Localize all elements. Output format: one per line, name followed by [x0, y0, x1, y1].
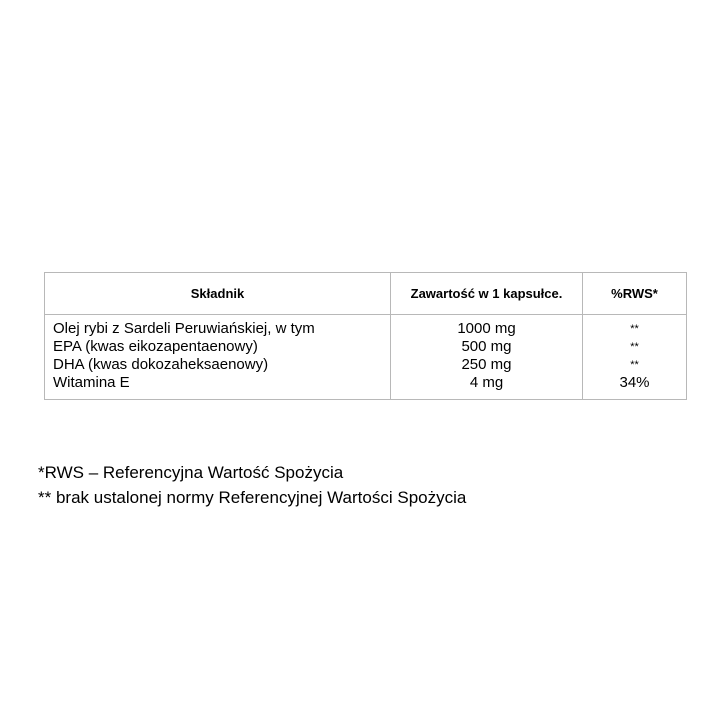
- rws-cell: **: [630, 323, 639, 335]
- rws-column: [583, 320, 686, 392]
- rws-cell: **: [630, 359, 639, 371]
- amount-column: [391, 320, 582, 392]
- header-divider: [45, 314, 686, 315]
- footnote-rws-definition: *RWS – Referencyjna Wartość Spożycia: [38, 463, 344, 482]
- ingredient-cell: DHA (kwas dokozaheksaenowy): [53, 356, 269, 373]
- nutrition-table: [44, 272, 687, 400]
- amount-cell: 500 mg: [461, 338, 512, 355]
- header-amount: Zawartość w 1 kapsułce.: [410, 286, 563, 301]
- footnote-no-norm: ** brak ustalonej normy Referencyjnej Wartości Spożycia: [38, 488, 467, 507]
- footnotes: [38, 460, 466, 510]
- amount-cell: 4 mg: [469, 374, 504, 391]
- ingredient-column: [53, 320, 383, 392]
- header-rws: %RWS*: [611, 286, 658, 301]
- rws-cell: **: [630, 341, 639, 353]
- ingredient-cell: Olej rybi z Sardeli Peruwiańskiej, w tym: [53, 320, 315, 337]
- amount-cell: 1000 mg: [457, 320, 516, 337]
- rws-cell: 34%: [619, 374, 650, 391]
- header-ingredient: Składnik: [190, 286, 245, 301]
- amount-cell: 250 mg: [461, 356, 512, 373]
- ingredient-cell: EPA (kwas eikozapentaenowy): [53, 338, 258, 355]
- ingredient-cell: Witamina E: [53, 374, 130, 391]
